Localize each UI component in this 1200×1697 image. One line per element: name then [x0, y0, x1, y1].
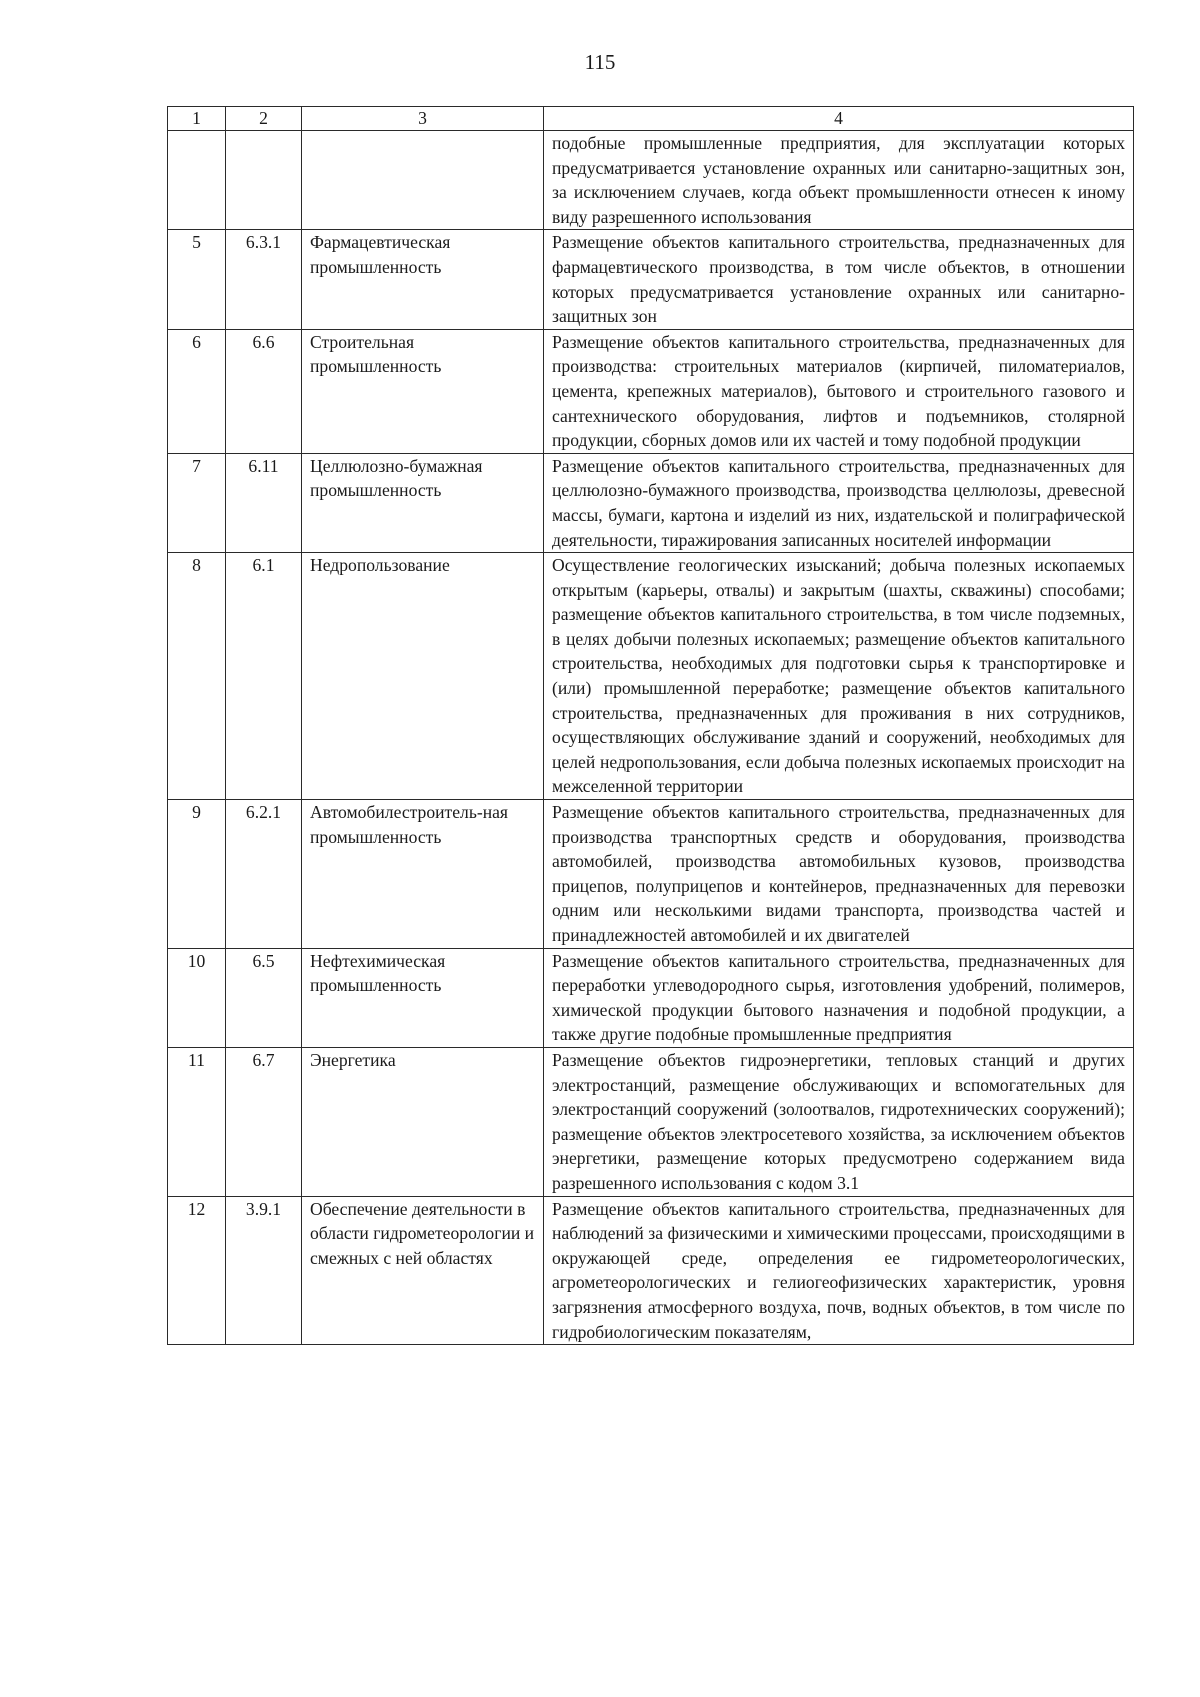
- row-description: Размещение объектов капитального строительства, предназначенных для производства: строительных материалов (кирпичей, пиломатериалов, цемента, крепежных материалов), бытового и строительного газового и сантехнического оборудования, лифтов и подъемников, столярной продукции, сборных домов или их частей и тому подобной продукции: [544, 329, 1134, 453]
- table-row: [168, 131, 1134, 230]
- header-col-3: 3: [302, 107, 544, 131]
- row-number: 9: [168, 800, 226, 949]
- row-name: Целлюлозно-бумажная промышленность: [302, 453, 544, 552]
- row-number: 5: [168, 230, 226, 329]
- row-code: 6.3.1: [226, 230, 302, 329]
- row-name: Недропользование: [302, 553, 544, 800]
- row-name: Строительная промышленность: [302, 329, 544, 453]
- land-use-table: [167, 106, 1134, 1345]
- table-row: [168, 329, 1134, 453]
- table-row: [168, 1196, 1134, 1345]
- row-name: [302, 131, 544, 230]
- row-description: Размещение объектов капитального строительства, предназначенных для переработки углеводородного сырья, изготовления удобрений, полимеров, химической продукции бытового назначения и подобной продукции, а также другие подобные промышленные предприятия: [544, 948, 1134, 1047]
- row-description: Осуществление геологических изысканий; добыча полезных ископаемых открытым (карьеры, отвалы) и закрытым (шахты, скважины) способами; размещение объектов капитального строительства, в том числе подземных, в целях добычи полезных ископаемых; размещение объектов капитального строительства, необходимых для подготовки сырья к транспортировке и (или) промышленной переработке; размещение объектов капитального строительства, предназначенных для проживания в них сотрудников, осуществляющих обслуживание зданий и сооружений, необходимых для целей недропользования, если добыча полезных ископаемых происходит на межселенной территории: [544, 553, 1134, 800]
- header-col-4: 4: [544, 107, 1134, 131]
- row-code: 6.7: [226, 1047, 302, 1196]
- row-number: 12: [168, 1196, 226, 1345]
- row-description: Размещение объектов капитального строительства, предназначенных для целлюлозно-бумажного производства, производства целлюлозы, древесной массы, бумаги, картона и изделий из них, издательской и полиграфической деятельности, тиражирования записанных носителей информации: [544, 453, 1134, 552]
- table-row: [168, 553, 1134, 800]
- table-row: [168, 948, 1134, 1047]
- row-code: 3.9.1: [226, 1196, 302, 1345]
- row-code: 6.6: [226, 329, 302, 453]
- row-name: Фармацевтическая промышленность: [302, 230, 544, 329]
- row-code: 6.2.1: [226, 800, 302, 949]
- row-number: 8: [168, 553, 226, 800]
- row-name: Автомобилестроитель-ная промышленность: [302, 800, 544, 949]
- row-name: Обеспечение деятельности в области гидрометеорологии и смежных с ней областях: [302, 1196, 544, 1345]
- row-description: подобные промышленные предприятия, для эксплуатации которых предусматривается установление охранных или санитарно-защитных зон, за исключением случаев, когда объект промышленности отнесен к иному виду разрешенного использования: [544, 131, 1134, 230]
- table-row: [168, 230, 1134, 329]
- row-description: Размещение объектов гидроэнергетики, тепловых станций и других электростанций, размещение обслуживающих и вспомогательных для электростанций сооружений (золоотвалов, гидротехнических сооружений); размещение объектов электросетевого хозяйства, за исключением объектов энергетики, размещение которых предусмотрено содержанием вида разрешенного использования с кодом 3.1: [544, 1047, 1134, 1196]
- row-number: 6: [168, 329, 226, 453]
- row-number: 7: [168, 453, 226, 552]
- row-description: Размещение объектов капитального строительства, предназначенных для производства транспортных средств и оборудования, производства автомобилей, производства автомобильных кузовов, производства прицепов, полуприцепов и контейнеров, предназначенных для перевозки одним или несколькими видами транспорта, производства частей и принадлежностей автомобилей и их двигателей: [544, 800, 1134, 949]
- table-row: [168, 453, 1134, 552]
- table-header-row: [168, 107, 1134, 131]
- row-code: 6.5: [226, 948, 302, 1047]
- row-code: 6.1: [226, 553, 302, 800]
- row-number: [168, 131, 226, 230]
- row-name: Нефтехимическая промышленность: [302, 948, 544, 1047]
- table-row: [168, 1047, 1134, 1196]
- row-number: 10: [168, 948, 226, 1047]
- table-row: [168, 800, 1134, 949]
- row-code: 6.11: [226, 453, 302, 552]
- row-code: [226, 131, 302, 230]
- row-name: Энергетика: [302, 1047, 544, 1196]
- page-number: 115: [584, 50, 616, 74]
- header-col-2: 2: [226, 107, 302, 131]
- row-description: Размещение объектов капитального строительства, предназначенных для фармацевтического производства, в том числе объектов, в отношении которых предусматривается установление охранных или санитарно-защитных зон: [544, 230, 1134, 329]
- header-col-1: 1: [168, 107, 226, 131]
- row-description: Размещение объектов капитального строительства, предназначенных для наблюдений за физическими и химическими процессами, происходящими в окружающей среде, определения ее гидрометеорологических, агрометеорологических и гелиогеофизических характеристик, уровня загрязнения атмосферного воздуха, почв, водных объектов, в том числе по гидробиологическим показателям,: [544, 1196, 1134, 1345]
- row-number: 11: [168, 1047, 226, 1196]
